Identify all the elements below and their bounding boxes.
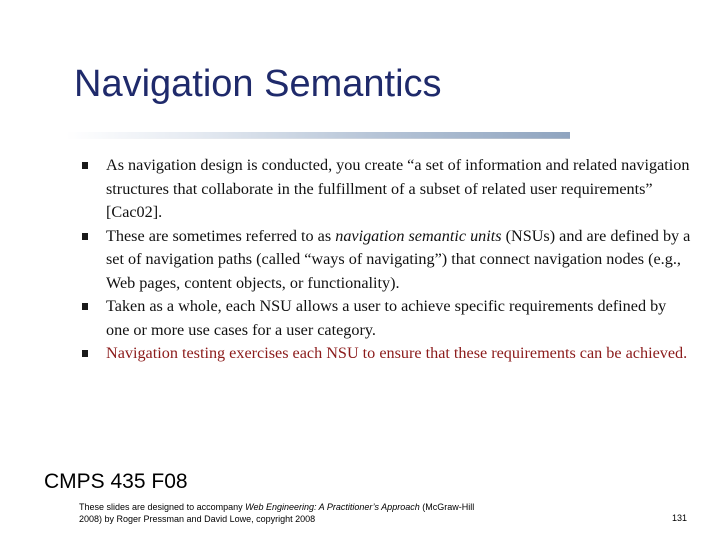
credit-publisher: (McGraw-Hill 2008) by Roger Pressman and David Lowe, copyright 2008: [79, 502, 475, 524]
page-number: 131: [672, 513, 688, 523]
bullet-item-3: [82, 295, 692, 342]
square-bullet-icon: [82, 162, 88, 169]
title-underline-shadow: [66, 138, 570, 139]
bullet-text-3: Taken as a whole, each NSU allows a user to achieve specific requirements defined by one or more use cases for a user category.: [106, 297, 667, 339]
bullet-text-4: Navigation testing exercises each NSU to ensure that these requirements can be achieved.: [106, 344, 688, 362]
slide-title: Navigation Semantics: [74, 63, 442, 105]
bullet-text-2: [106, 225, 692, 296]
square-bullet-icon: [82, 303, 88, 310]
bullet-text-2-end: (NSUs) and are defined by a set of navigation paths (called “ways of navigating”) that connect navigation nodes (e.g., Web pages, content objects, or functionality).: [106, 226, 691, 292]
bullet-item-4: [82, 342, 692, 366]
square-bullet-icon: [82, 233, 88, 240]
credit-book-title: Web Engineering: A Practitioner’s Approach: [245, 502, 420, 512]
footer-credit: [79, 501, 499, 525]
bullet-item-2: [82, 225, 692, 296]
bullet-text-2-start: These are sometimes referred to as: [106, 226, 336, 245]
bullet-text-2-italic-term: navigation semantic units: [335, 226, 502, 245]
bullet-item-1: [82, 154, 692, 225]
bullet-text-1: As navigation design is conducted, you create “a set of information and related navigation structures that collaborate in the fulfillment of a subset of related user requirements” [Cac02].: [106, 156, 690, 221]
course-label: CMPS 435 F08: [44, 470, 188, 493]
bullet-list: [82, 154, 692, 366]
square-bullet-icon: [82, 350, 88, 357]
credit-intro: These slides are designed to accompany: [79, 502, 246, 512]
